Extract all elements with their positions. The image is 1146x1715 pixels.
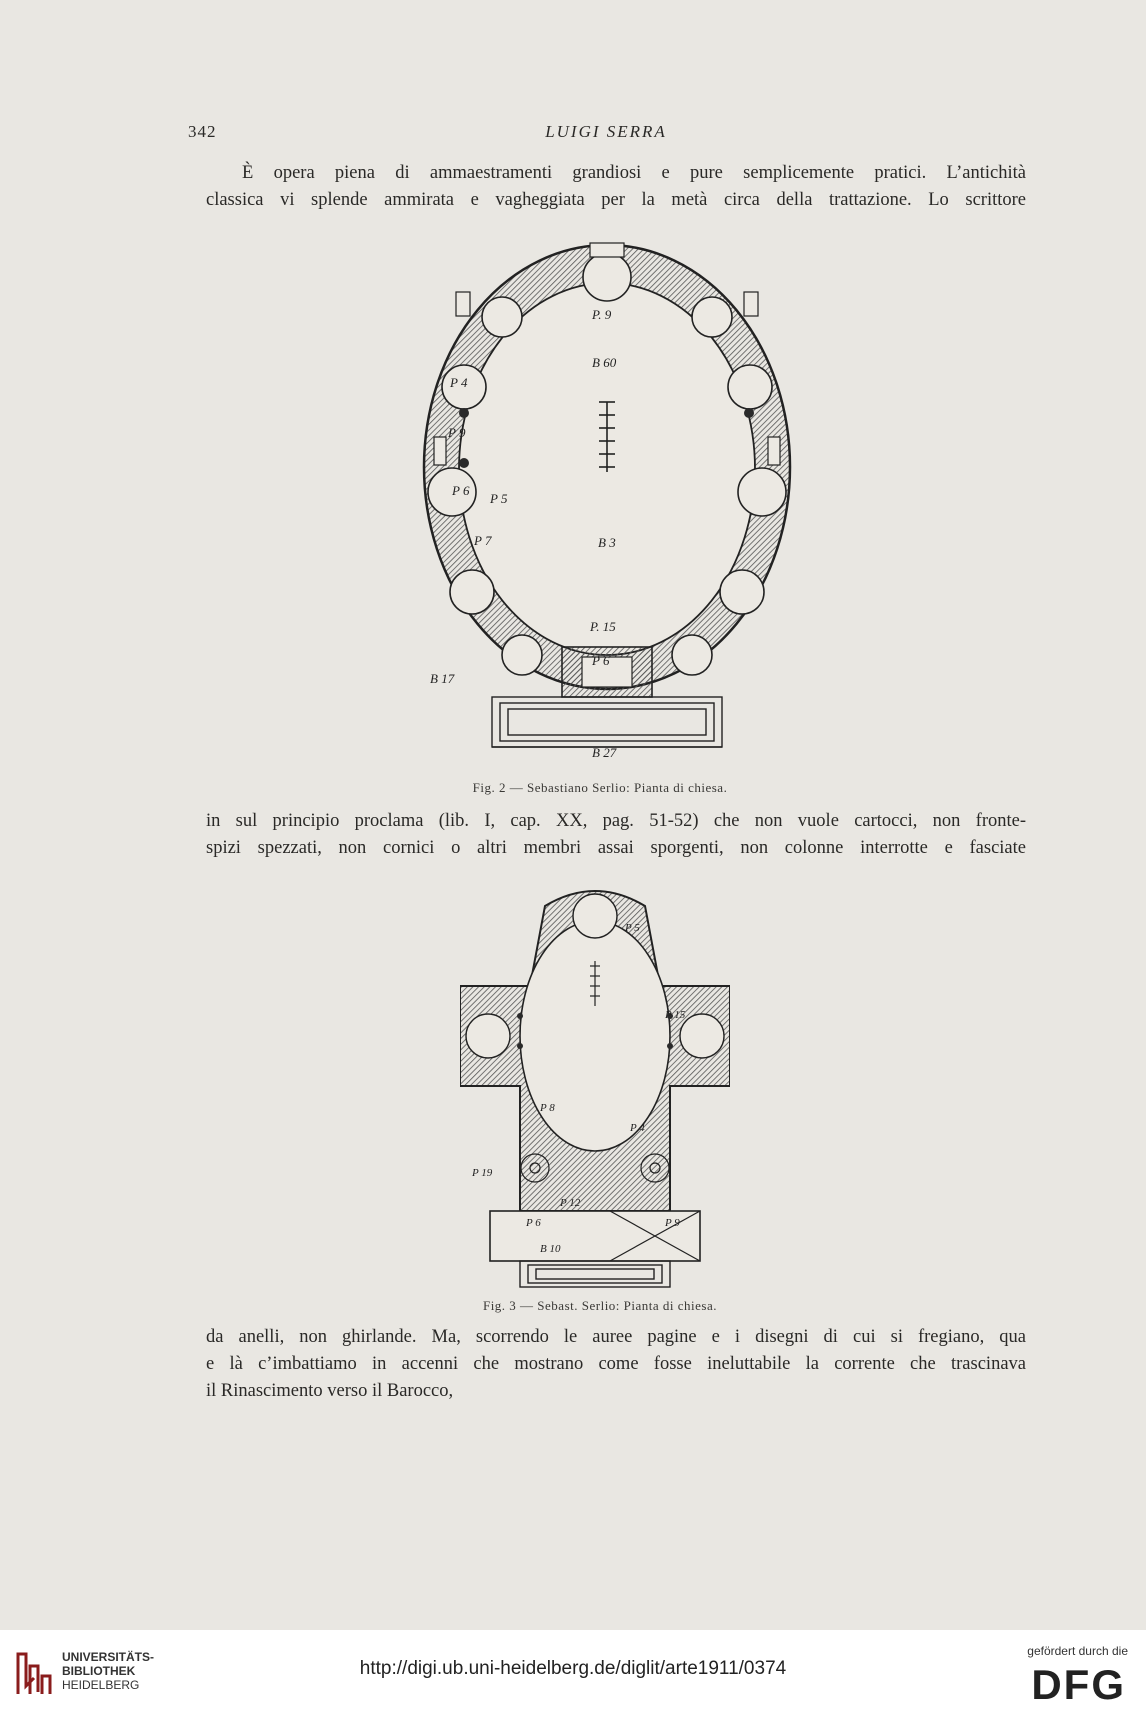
label: P 4: [630, 1122, 645, 1134]
label: P 5: [625, 922, 640, 934]
paragraph-1: [206, 160, 1026, 214]
figure-oval-church-plan: [412, 237, 802, 763]
label: P. 9: [592, 307, 612, 322]
text-line: in sul principio proclama (lib. I, cap. XX, pag. 51-52) che non vuole cartocci, non fronte-: [206, 811, 1026, 831]
text-line: da anelli, non ghirlande. Ma, scorrendo le auree pagine e i disegni di cui si fregiano, qua: [206, 1327, 1026, 1347]
figure-cross-church-plan: [460, 886, 730, 1290]
entrance-steps: [492, 697, 722, 747]
institution-line: UNIVERSITÄTS-: [62, 1650, 155, 1664]
label: B 17: [430, 671, 455, 686]
text-line: classica vi splende ammirata e vagheggiata per la metà circa della trattazione. Lo scrittore: [206, 190, 1026, 210]
label: P 6: [592, 653, 610, 668]
running-head: [188, 122, 1024, 146]
label: B 27: [592, 745, 617, 760]
entrance-steps: [520, 1261, 670, 1287]
label: P 6: [452, 483, 470, 498]
text-line: È opera piena di ammaestramenti grandiosi e pure semplicemente pratici. L’antichità: [242, 163, 1026, 183]
running-head-author: LUIGI SERRA: [545, 122, 667, 141]
label: P 8: [540, 1102, 555, 1114]
institution-line: BIBLIOTHEK: [62, 1664, 136, 1678]
label: P 7: [474, 533, 492, 548]
label: P 6: [526, 1217, 541, 1229]
inner-space: [520, 921, 670, 1151]
oval-plan-drawing: [412, 237, 802, 763]
label: P. 15: [590, 619, 616, 634]
page-number: 342: [188, 122, 217, 141]
label: P 4: [450, 375, 468, 390]
label: P 12: [560, 1197, 581, 1209]
figure-caption: Fig. 3 — Sebast. Serlio: Pianta di chiesa.: [482, 1298, 718, 1313]
dfg-logo: DFG: [1031, 1661, 1126, 1708]
paragraph-3: [206, 1324, 1026, 1405]
sponsor-note: gefördert durch die: [1027, 1644, 1128, 1658]
label: B 60: [592, 355, 617, 370]
label: P 19: [472, 1167, 493, 1179]
cross-plan-drawing: [460, 886, 730, 1290]
label: B 10: [540, 1243, 561, 1255]
permalink[interactable]: http://digi.ub.uni-heidelberg.de/diglit/arte1911/0374: [359, 1658, 787, 1679]
label: P 15: [665, 1009, 686, 1021]
paragraph-2: [206, 808, 1026, 862]
label: P 9: [665, 1217, 680, 1229]
label: B 3: [598, 535, 616, 550]
digitization-footer: [0, 1630, 1146, 1715]
text-line: spizi spezzati, non cornici o altri membri assai sporgenti, non colonne interrotte e fasciate: [206, 838, 1026, 858]
figure-caption: Fig. 2 — Sebastiano Serlio: Pianta di chiesa.: [472, 780, 728, 795]
text-line: e là c’imbattiamo in accenni che mostrano come fosse ineluttabile la corrente che trascinava: [206, 1354, 1026, 1374]
institution-line: HEIDELBERG: [62, 1678, 140, 1692]
text-line: il Rinascimento verso il Barocco,: [206, 1381, 454, 1401]
label: P 9: [448, 425, 466, 440]
label: P 5: [490, 491, 508, 506]
